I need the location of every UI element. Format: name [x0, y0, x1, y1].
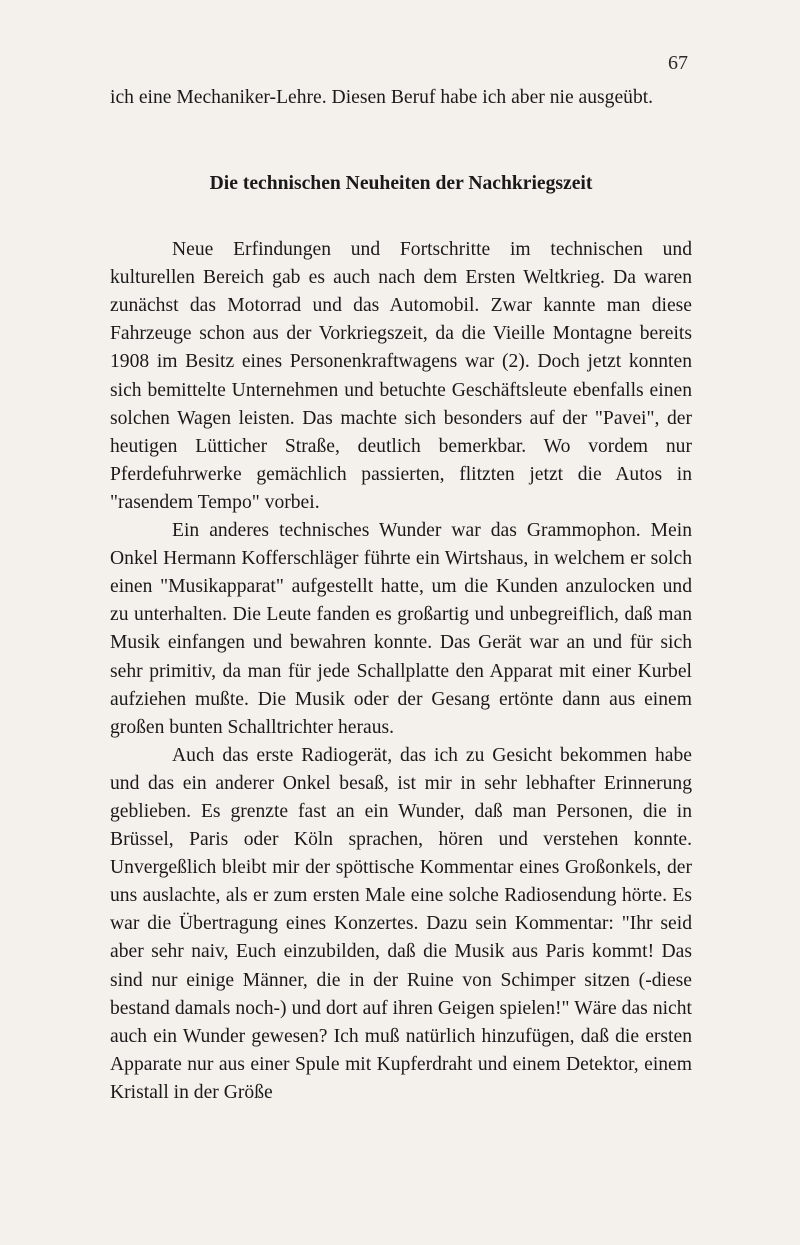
paragraph-continuation: ich eine Mechaniker-Lehre. Diesen Beruf habe ich aber nie ausgeübt. — [110, 87, 654, 108]
page-body — [110, 84, 692, 1107]
page-number: 67 — [668, 52, 688, 74]
paragraph-grammophon: Ein anderes technisches Wunder war das Grammophon. Mein Onkel Hermann Kofferschläger führte ein Wirtshaus, in welchem er solch einen "Musikapparat" aufgestellt hatte, um die Kunden anzulocken und zu unterhalten. Die Leute fanden es großartig und unbegreiflich, daß man Musik einfangen und bewahren konnte. Das Gerät war an und für sich sehr primitiv, da man für jede Schallplatte den Apparat mit einer Kurbel aufziehen mußte. Die Musik oder der Gesang ertönte dann aus einem großen bunten Schalltrichter heraus. — [110, 520, 692, 738]
paragraph-radio: Auch das erste Radiogerät, das ich zu Gesicht bekommen habe und das ein anderer Onkel besaß, ist mir in sehr lebhafter Erinnerung geblieben. Es grenzte fast an ein Wunder, daß man Personen, die in Brüssel, Paris oder Köln sprachen, hören und verstehen konnte. Unvergeßlich bleibt mir der spöttische Kommentar eines Großonkels, der uns auslachte, als er zum ersten Male eine solche Radiosendung hörte. Es war die Übertragung eines Konzertes. Dazu sein Kommentar: "Ihr seid aber sehr naiv, Euch einzubilden, daß die Musik aus Paris kommt! Das sind nur einige Männer, die in der Ruine von Schimper sitzen (-diese bestand damals noch-) und dort auf ihren Geigen spielen!" Wäre das nicht auch ein Wunder gewesen? Ich muß natürlich hinzufügen, daß die ersten Apparate nur aus einer Spule mit Kupferdraht und einem Detektor, einem Kristall in der Größe — [110, 744, 692, 1103]
section-heading: Die technischen Neuheiten der Nachkriegszeit — [209, 173, 593, 195]
paragraph-automobile: Neue Erfindungen und Fortschritte im technischen und kulturellen Bereich gab es auch nach dem Ersten Weltkrieg. Da waren zunächst das Motorrad und das Automobil. Zwar kannte man diese Fahrzeuge schon aus der Vorkriegszeit, da die Vieille Montagne bereits 1908 im Besitz eines Personenkraftwagens war (2). Doch jetzt konnten sich bemittelte Unternehmen und betuchte Geschäftsleute ebenfalls einen solchen Wagen leisten. Das machte sich besonders auf der "Pavei", der heutigen Lütticher Straße, deutlich bemerkbar. Wo vordem nur Pferdefuhrwerke gemächlich passierten, flitzten jetzt die Autos in "rasendem Tempo" vorbei. — [110, 239, 692, 513]
